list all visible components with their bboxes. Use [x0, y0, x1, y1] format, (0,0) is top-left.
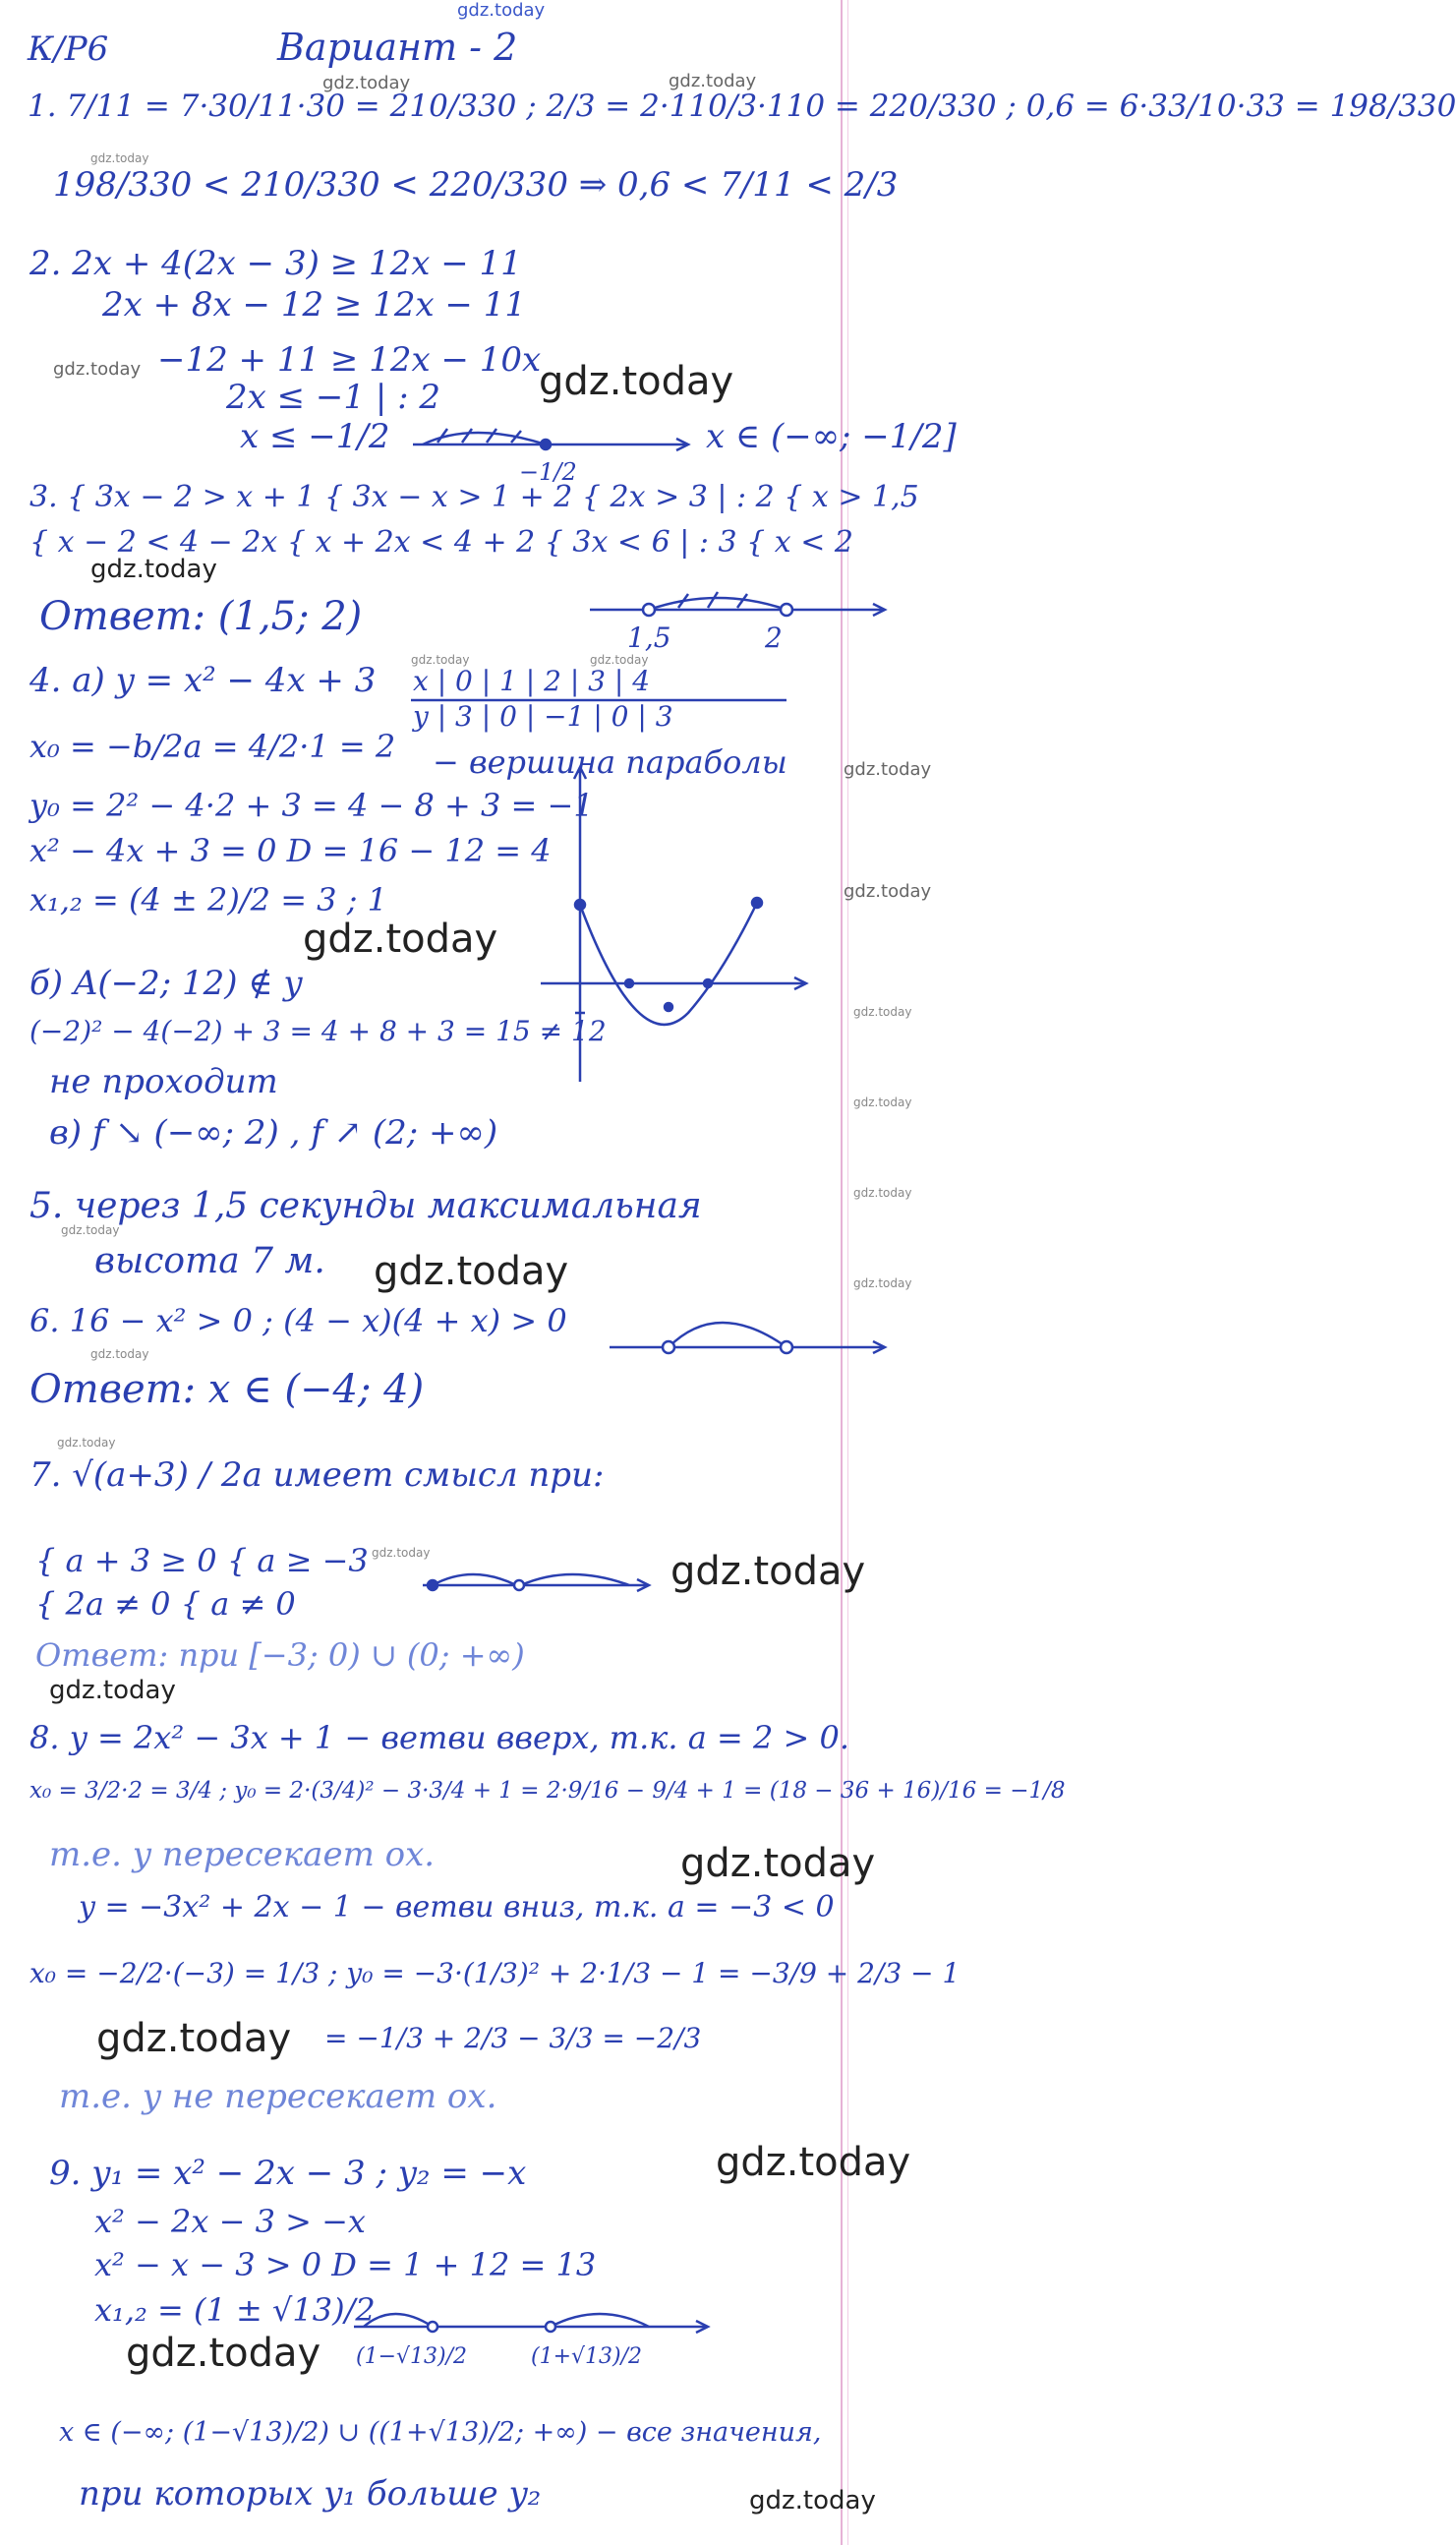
- task2-answer: x ∈ (−∞; −1/2]: [706, 417, 957, 456]
- task7-line3: { 2a ≠ 0 { a ≠ 0: [35, 1585, 296, 1623]
- number-line-task2: [413, 429, 688, 450]
- task3-point-2: 2: [765, 621, 783, 654]
- task2-line2: 2x + 8x − 12 ≥ 12x − 11: [102, 285, 526, 325]
- watermark: gdz.today: [90, 1347, 149, 1361]
- watermark: gdz.today: [680, 1841, 876, 1886]
- task4-line9: в) f ↘ (−∞; 2) , f ↗ (2; +∞): [49, 1113, 498, 1153]
- watermark: gdz.today: [749, 2486, 876, 2515]
- task6-answer: Ответ: x ∈ (−4; 4): [29, 1367, 425, 1412]
- task9-line2: x² − 2x − 3 > −x: [94, 2203, 366, 2240]
- number-line-task6: [610, 1323, 885, 1353]
- task2-line4: 2x ≤ −1 | : 2: [226, 378, 440, 417]
- number-line-task3: [590, 592, 885, 616]
- watermark: gdz.today: [57, 1436, 116, 1450]
- task4-line5: x₁,₂ = (4 ± 2)/2 = 3 ; 1: [29, 881, 388, 918]
- task6-line1: 6. 16 − x² > 0 ; (4 − x)(4 + x) > 0: [29, 1302, 567, 1339]
- watermark: gdz.today: [853, 1276, 912, 1290]
- task8-line3: т.е. y пересекает ох.: [49, 1835, 436, 1874]
- watermark: gdz.today: [844, 881, 932, 902]
- watermark: gdz.today: [53, 359, 142, 380]
- watermark: gdz.today: [590, 653, 649, 667]
- task2-line1: 2. 2x + 4(2x − 3) ≥ 12x − 11: [29, 244, 522, 283]
- task7-answer: Ответ: при [−3; 0) ∪ (0; +∞): [35, 1636, 525, 1674]
- task7-line2: { a + 3 ≥ 0 { a ≥ −3: [35, 1542, 369, 1579]
- watermark: gdz.today: [374, 1249, 569, 1294]
- task8-line5: x₀ = −2/2·(−3) = 1/3 ; y₀ = −3·(1/3)² + 2·1/3 − 1 = −3/9 + 2/3 − 1: [29, 1957, 961, 1989]
- watermark: gdz.today: [539, 359, 734, 404]
- watermark: gdz.today: [372, 1546, 431, 1560]
- task9-point-2: (1+√13)/2: [531, 2344, 643, 2369]
- task4-line7: (−2)² − 4(−2) + 3 = 4 + 8 + 3 = 15 ≠ 12: [29, 1015, 607, 1047]
- task3-point-1: 1,5: [627, 621, 671, 654]
- watermark: gdz.today: [126, 2331, 321, 2376]
- task8-line6: = −1/3 + 2/3 − 3/3 = −2/3: [324, 2022, 702, 2054]
- task4-line8: не проходит: [49, 1062, 278, 1101]
- task4-table-y: y | 3 | 0 | −1 | 0 | 3: [413, 700, 673, 733]
- watermark: gdz.today: [322, 73, 411, 93]
- task4-line3: y₀ = 2² − 4·2 + 3 = 4 − 8 + 3 = −1: [29, 787, 594, 824]
- number-line-task7: [423, 1574, 649, 1591]
- work-label: К/Р6: [28, 30, 109, 69]
- task1-line2: 198/330 < 210/330 < 220/330 ⇒ 0,6 < 7/11 < 2/3: [53, 165, 899, 205]
- task5-line1: 5. через 1,5 секунды максимальная: [29, 1186, 702, 1226]
- watermark: gdz.today: [61, 1223, 120, 1237]
- watermark: gdz.today: [96, 2016, 292, 2061]
- watermark: gdz.today: [844, 759, 932, 780]
- task9-line3: x² − x − 3 > 0 D = 1 + 12 = 13: [94, 2246, 597, 2283]
- task3-answer: Ответ: (1,5; 2): [39, 594, 363, 639]
- task2-line3: −12 + 11 ≥ 12x − 10x: [157, 340, 542, 380]
- task8-line1: 8. y = 2x² − 3x + 1 − ветви вверх, т.к. a = 2 > 0.: [29, 1719, 850, 1756]
- task4-table-x: x | 0 | 1 | 2 | 3 | 4: [413, 665, 651, 697]
- variant-title: Вариант - 2: [277, 26, 518, 69]
- task9-line1: 9. y₁ = x² − 2x − 3 ; y₂ = −x: [49, 2154, 527, 2193]
- watermark: gdz.today: [411, 653, 470, 667]
- parabola-graph: [541, 767, 806, 1082]
- watermark: gdz.today: [49, 1676, 176, 1705]
- task2-point-label: −1/2: [519, 458, 577, 486]
- watermark: gdz.today: [670, 1549, 866, 1594]
- task9-point-1: (1−√13)/2: [356, 2344, 468, 2369]
- task7-line1: 7. √(a+3) / 2a имеет смысл при:: [29, 1455, 605, 1495]
- task8-line2: x₀ = 3/2·2 = 3/4 ; y₀ = 2·(3/4)² − 3·3/4 + 1 = 2·9/16 − 9/4 + 1 = (18 − 36 + 16)/16 = −1/8: [29, 1778, 1066, 1804]
- watermark: gdz.today: [90, 555, 217, 584]
- task4-vertex-label: − вершина параболы: [433, 743, 787, 781]
- watermark: gdz.today: [716, 2140, 911, 2185]
- task9-line6: при которых y₁ больше y₂: [79, 2474, 542, 2514]
- task8-line4: y = −3x² + 2x − 1 − ветви вниз, т.к. a = −3 < 0: [79, 1890, 835, 1924]
- task4-line2: x₀ = −b/2a = 4/2·1 = 2: [29, 728, 396, 765]
- watermark: gdz.today: [303, 917, 498, 962]
- task2-line5: x ≤ −1/2: [240, 417, 390, 456]
- task5-line2: высота 7 м.: [94, 1241, 325, 1281]
- watermark: gdz.today: [853, 1095, 912, 1109]
- task4-line1: 4. а) y = x² − 4x + 3: [29, 661, 377, 700]
- watermark-top: gdz.today: [457, 0, 546, 21]
- watermark: gdz.today: [853, 1005, 912, 1019]
- task3-line1: 3. { 3x − 2 > x + 1 { 3x − x > 1 + 2 { 2x > 3 | : 2 { x > 1,5: [29, 480, 919, 514]
- task4-line6: б) A(−2; 12) ∉ y: [29, 964, 303, 1003]
- number-line-task9: [354, 2314, 708, 2333]
- task8-line7: т.е. y не пересекает ох.: [59, 2077, 497, 2116]
- task4-line4: x² − 4x + 3 = 0 D = 16 − 12 = 4: [29, 832, 552, 869]
- task3-line2: { x − 2 < 4 − 2x { x + 2x < 4 + 2 { 3x < 6 | : 3 { x < 2: [29, 525, 853, 560]
- task1-line1: 1. 7/11 = 7·30/11·30 = 210/330 ; 2/3 = 2·110/3·110 = 220/330 ; 0,6 = 6·33/10·33 = 198/330: [28, 89, 1456, 124]
- watermark: gdz.today: [853, 1186, 912, 1200]
- watermark: gdz.today: [90, 151, 149, 165]
- watermark: gdz.today: [669, 71, 757, 91]
- task9-line4: x₁,₂ = (1 ± √13)/2: [94, 2291, 376, 2329]
- task9-line5: x ∈ (−∞; (1−√13)/2) ∪ ((1+√13)/2; +∞) − все значения,: [59, 2417, 822, 2448]
